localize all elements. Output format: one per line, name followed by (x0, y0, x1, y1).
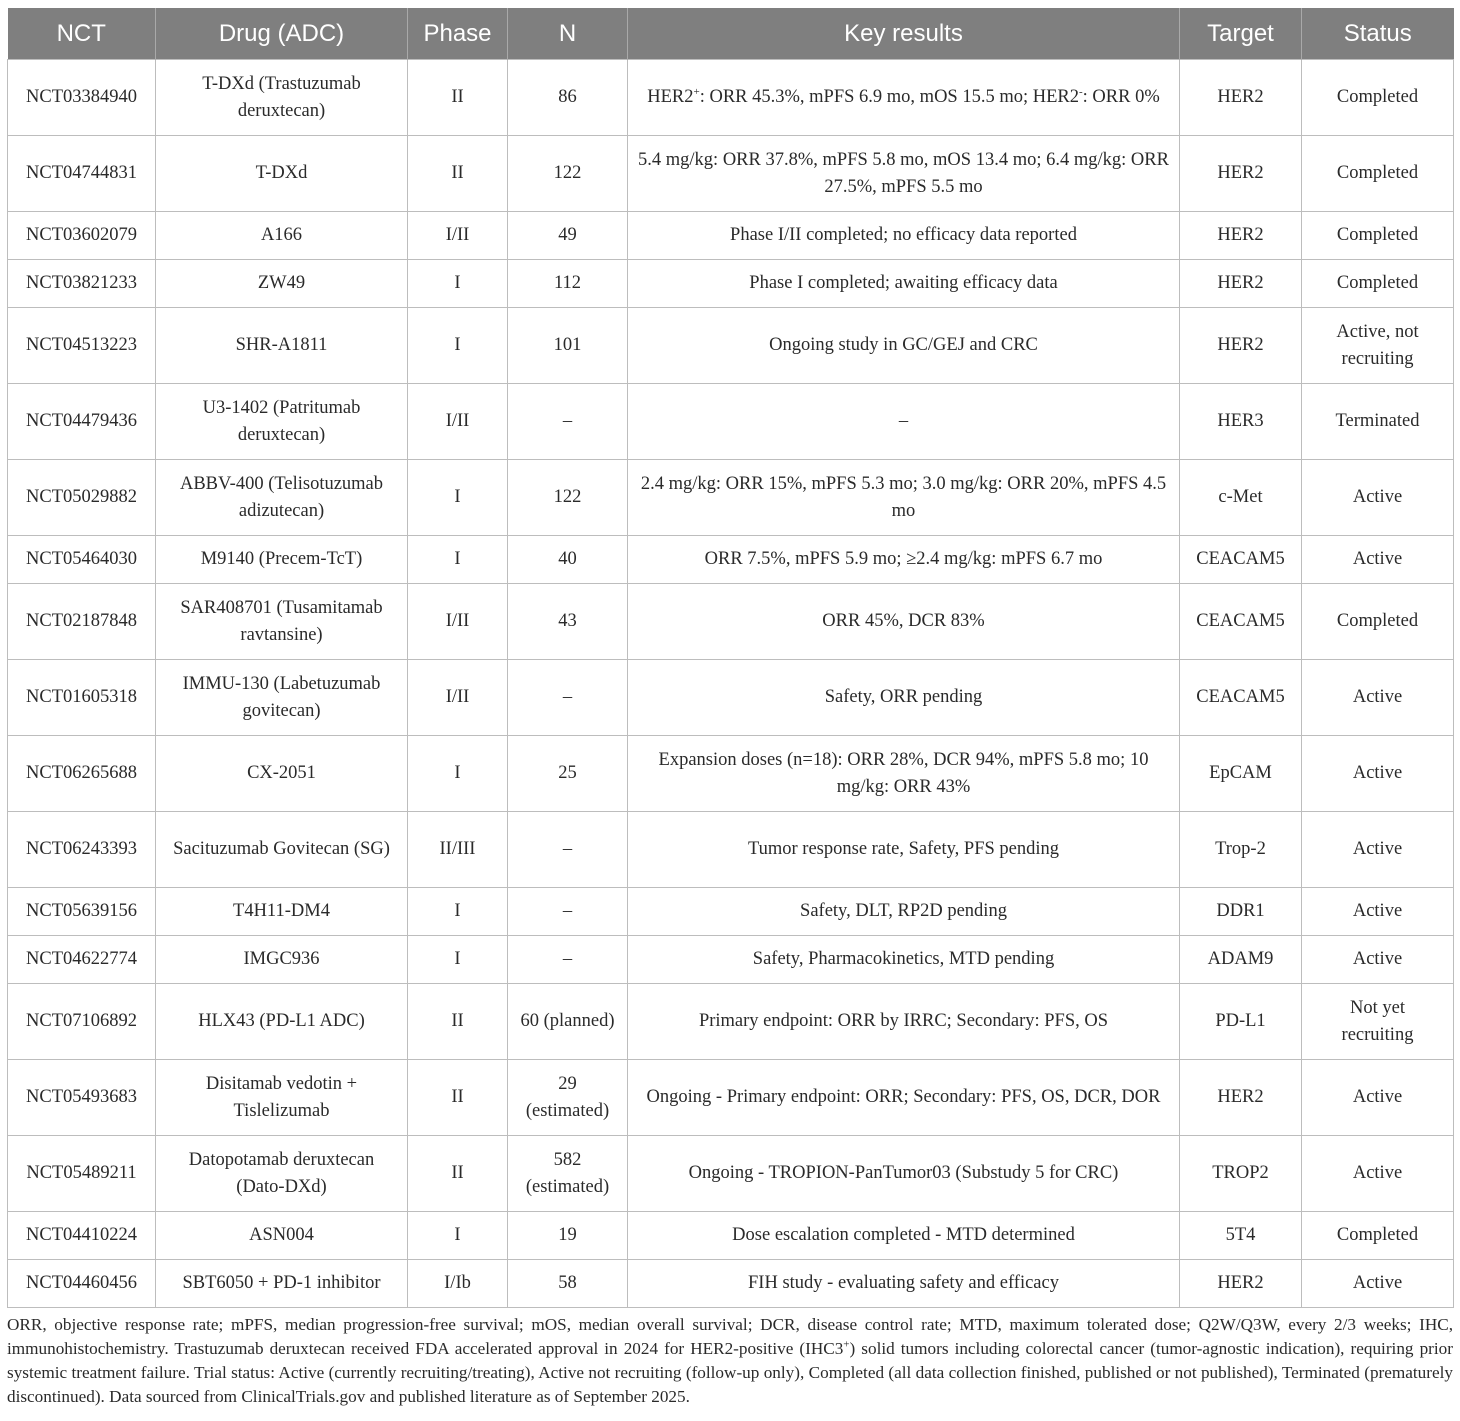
cell-results: Ongoing - Primary endpoint: ORR; Secondary: PFS, OS, DCR, DOR (628, 1060, 1180, 1136)
cell-n: – (508, 812, 628, 888)
cell-results: Ongoing - TROPION-PanTumor03 (Substudy 5 for CRC) (628, 1136, 1180, 1212)
cell-n: – (508, 936, 628, 984)
cell-status: Active (1302, 1260, 1454, 1308)
cell-n: 86 (508, 60, 628, 136)
cell-drug: SHR-A1811 (156, 308, 408, 384)
cell-n: 122 (508, 460, 628, 536)
cell-phase: I (408, 460, 508, 536)
cell-phase: I (408, 936, 508, 984)
results-text: : ORR 45.3%, mPFS 6.9 mo, mOS 15.5 mo; HER2 (699, 87, 1079, 107)
cell-n: 49 (508, 212, 628, 260)
cell-drug: ASN004 (156, 1212, 408, 1260)
cell-target: DDR1 (1180, 888, 1302, 936)
cell-results: Safety, DLT, RP2D pending (628, 888, 1180, 936)
cell-target: CEACAM5 (1180, 536, 1302, 584)
table-row (8, 984, 1454, 1060)
adc-trials-table (7, 8, 1454, 1308)
table-row (8, 60, 1454, 136)
cell-target: TROP2 (1180, 1136, 1302, 1212)
cell-target: EpCAM (1180, 736, 1302, 812)
col-header-key-results: Key results (628, 8, 1180, 60)
cell-status: Completed (1302, 260, 1454, 308)
cell-phase: I (408, 308, 508, 384)
cell-nct: NCT04744831 (8, 136, 156, 212)
cell-drug: SBT6050 + PD-1 inhibitor (156, 1260, 408, 1308)
cell-phase: II (408, 60, 508, 136)
cell-phase: I (408, 1212, 508, 1260)
cell-n: – (508, 384, 628, 460)
cell-n: 112 (508, 260, 628, 308)
cell-results: ORR 45%, DCR 83% (628, 584, 1180, 660)
cell-results: – (628, 384, 1180, 460)
cell-nct: NCT04479436 (8, 384, 156, 460)
cell-nct: NCT03384940 (8, 60, 156, 136)
cell-n: 101 (508, 308, 628, 384)
cell-results: Expansion doses (n=18): ORR 28%, DCR 94%, mPFS 5.8 mo; 10 mg/kg: ORR 43% (628, 736, 1180, 812)
cell-n: 25 (508, 736, 628, 812)
cell-phase: II (408, 1136, 508, 1212)
cell-results: 2.4 mg/kg: ORR 15%, mPFS 5.3 mo; 3.0 mg/kg: ORR 20%, mPFS 4.5 mo (628, 460, 1180, 536)
cell-drug: T-DXd (156, 136, 408, 212)
cell-nct: NCT04460456 (8, 1260, 156, 1308)
table-row (8, 260, 1454, 308)
cell-target: c-Met (1180, 460, 1302, 536)
cell-phase: I (408, 260, 508, 308)
cell-results: 5.4 mg/kg: ORR 37.8%, mPFS 5.8 mo, mOS 13.4 mo; 6.4 mg/kg: ORR 27.5%, mPFS 5.5 mo (628, 136, 1180, 212)
cell-phase: I (408, 736, 508, 812)
cell-nct: NCT05464030 (8, 536, 156, 584)
cell-drug: M9140 (Precem-TcT) (156, 536, 408, 584)
cell-nct: NCT03602079 (8, 212, 156, 260)
table-row (8, 136, 1454, 212)
cell-phase: I/II (408, 584, 508, 660)
cell-drug: Disitamab vedotin + Tislelizumab (156, 1060, 408, 1136)
cell-drug: IMMU-130 (Labetuzumab govitecan) (156, 660, 408, 736)
cell-target: HER2 (1180, 1260, 1302, 1308)
cell-drug: T4H11-DM4 (156, 888, 408, 936)
cell-status: Completed (1302, 584, 1454, 660)
cell-drug: CX-2051 (156, 736, 408, 812)
cell-target: HER2 (1180, 212, 1302, 260)
table-row (8, 212, 1454, 260)
cell-n: 122 (508, 136, 628, 212)
cell-status: Active (1302, 1136, 1454, 1212)
cell-n: 43 (508, 584, 628, 660)
cell-nct: NCT05029882 (8, 460, 156, 536)
col-header-phase: Phase (408, 8, 508, 60)
cell-target: PD-L1 (1180, 984, 1302, 1060)
cell-status: Active (1302, 660, 1454, 736)
cell-n: 40 (508, 536, 628, 584)
cell-status: Active (1302, 936, 1454, 984)
cell-nct: NCT03821233 (8, 260, 156, 308)
table-row (8, 736, 1454, 812)
col-header-target: Target (1180, 8, 1302, 60)
cell-phase: I/II (408, 660, 508, 736)
cell-phase: II (408, 136, 508, 212)
table-row (8, 1136, 1454, 1212)
cell-drug: IMGC936 (156, 936, 408, 984)
cell-n: 60 (planned) (508, 984, 628, 1060)
footnote-text: ORR, objective response rate; mPFS, median progression-free survival; mOS, median overall survival; DCR, disease control rate; MTD, maximum tolerated dose; Q2W/Q3W, every 2/3 weeks; IHC, immunohistochemistry. Trastuzumab deruxtecan received FDA accelerated approval in 2024 for HER2-positive (IHC3 (7, 1315, 1453, 1358)
cell-drug: HLX43 (PD-L1 ADC) (156, 984, 408, 1060)
cell-status: Active, not recruiting (1302, 308, 1454, 384)
cell-status: Active (1302, 1060, 1454, 1136)
cell-n: 19 (508, 1212, 628, 1260)
cell-status: Terminated (1302, 384, 1454, 460)
cell-nct: NCT07106892 (8, 984, 156, 1060)
trials-table-container (7, 8, 1453, 1308)
cell-n: – (508, 660, 628, 736)
superscript: + (693, 85, 700, 98)
cell-status: Not yet recruiting (1302, 984, 1454, 1060)
cell-n: – (508, 888, 628, 936)
cell-target: CEACAM5 (1180, 660, 1302, 736)
cell-n: 29 (estimated) (508, 1060, 628, 1136)
col-header-nct: NCT (8, 8, 156, 60)
cell-results (628, 60, 1180, 136)
cell-target: Trop-2 (1180, 812, 1302, 888)
col-header-n: N (508, 8, 628, 60)
cell-drug: ZW49 (156, 260, 408, 308)
cell-nct: NCT04410224 (8, 1212, 156, 1260)
cell-phase: I/Ib (408, 1260, 508, 1308)
cell-status: Active (1302, 888, 1454, 936)
cell-results: Safety, ORR pending (628, 660, 1180, 736)
table-row (8, 1260, 1454, 1308)
cell-results: ORR 7.5%, mPFS 5.9 mo; ≥2.4 mg/kg: mPFS 6.7 mo (628, 536, 1180, 584)
cell-target: HER2 (1180, 136, 1302, 212)
cell-status: Active (1302, 812, 1454, 888)
footnote-text: ) solid tumors including colorectal cancer (tumor-agnostic indication), requiring prior systemic treatment failure. Trial status: Active (currently recruiting/treating), Active not recruiting (follow-up only), Completed (all data collection finished, published or not published), Terminated (prematurely discontinued). Data sourced from ClinicalTrials.gov and published literature as of September 2025. (7, 1339, 1453, 1406)
cell-drug: U3-1402 (Patritumab deruxtecan) (156, 384, 408, 460)
cell-results: Ongoing study in GC/GEJ and CRC (628, 308, 1180, 384)
cell-nct: NCT01605318 (8, 660, 156, 736)
cell-nct: NCT04622774 (8, 936, 156, 984)
table-row (8, 1212, 1454, 1260)
cell-target: HER2 (1180, 260, 1302, 308)
cell-phase: I (408, 888, 508, 936)
table-row (8, 536, 1454, 584)
cell-target: HER2 (1180, 308, 1302, 384)
cell-status: Active (1302, 536, 1454, 584)
cell-nct: NCT05639156 (8, 888, 156, 936)
cell-phase: I (408, 536, 508, 584)
cell-n: 58 (508, 1260, 628, 1308)
table-row (8, 812, 1454, 888)
cell-drug: T-DXd (Trastuzumab deruxtecan) (156, 60, 408, 136)
table-row (8, 384, 1454, 460)
cell-results: Dose escalation completed - MTD determined (628, 1212, 1180, 1260)
cell-phase: I/II (408, 212, 508, 260)
cell-results: Phase I completed; awaiting efficacy data (628, 260, 1180, 308)
table-row (8, 660, 1454, 736)
cell-nct: NCT02187848 (8, 584, 156, 660)
cell-status: Completed (1302, 212, 1454, 260)
results-text: HER2 (647, 87, 694, 107)
cell-phase: II/III (408, 812, 508, 888)
superscript: + (843, 1338, 850, 1351)
cell-phase: II (408, 984, 508, 1060)
superscript: - (1079, 85, 1083, 98)
header-row (8, 8, 1454, 60)
table-footnote (7, 1313, 1453, 1409)
cell-results: FIH study - evaluating safety and efficacy (628, 1260, 1180, 1308)
cell-status: Active (1302, 460, 1454, 536)
cell-n: 582 (estimated) (508, 1136, 628, 1212)
cell-status: Completed (1302, 60, 1454, 136)
cell-nct: NCT05489211 (8, 1136, 156, 1212)
cell-target: ADAM9 (1180, 936, 1302, 984)
table-row (8, 936, 1454, 984)
col-header-drug: Drug (ADC) (156, 8, 408, 60)
cell-nct: NCT05493683 (8, 1060, 156, 1136)
cell-drug: SAR408701 (Tusamitamab ravtansine) (156, 584, 408, 660)
cell-drug: Sacituzumab Govitecan (SG) (156, 812, 408, 888)
table-row (8, 308, 1454, 384)
cell-drug: A166 (156, 212, 408, 260)
table-row (8, 584, 1454, 660)
cell-results: Tumor response rate, Safety, PFS pending (628, 812, 1180, 888)
table-row (8, 1060, 1454, 1136)
cell-phase: II (408, 1060, 508, 1136)
cell-target: 5T4 (1180, 1212, 1302, 1260)
col-header-status: Status (1302, 8, 1454, 60)
cell-phase: I/II (408, 384, 508, 460)
cell-drug: Datopotamab deruxtecan (Dato-DXd) (156, 1136, 408, 1212)
cell-results: Phase I/II completed; no efficacy data reported (628, 212, 1180, 260)
cell-nct: NCT06243393 (8, 812, 156, 888)
results-text: : ORR 0% (1082, 87, 1160, 107)
table-row (8, 460, 1454, 536)
cell-results: Safety, Pharmacokinetics, MTD pending (628, 936, 1180, 984)
cell-drug: ABBV-400 (Telisotuzumab adizutecan) (156, 460, 408, 536)
cell-status: Completed (1302, 1212, 1454, 1260)
cell-target: HER2 (1180, 60, 1302, 136)
cell-status: Active (1302, 736, 1454, 812)
cell-nct: NCT06265688 (8, 736, 156, 812)
cell-target: CEACAM5 (1180, 584, 1302, 660)
cell-nct: NCT04513223 (8, 308, 156, 384)
cell-target: HER3 (1180, 384, 1302, 460)
table-row (8, 888, 1454, 936)
cell-results: Primary endpoint: ORR by IRRC; Secondary: PFS, OS (628, 984, 1180, 1060)
cell-target: HER2 (1180, 1060, 1302, 1136)
cell-status: Completed (1302, 136, 1454, 212)
